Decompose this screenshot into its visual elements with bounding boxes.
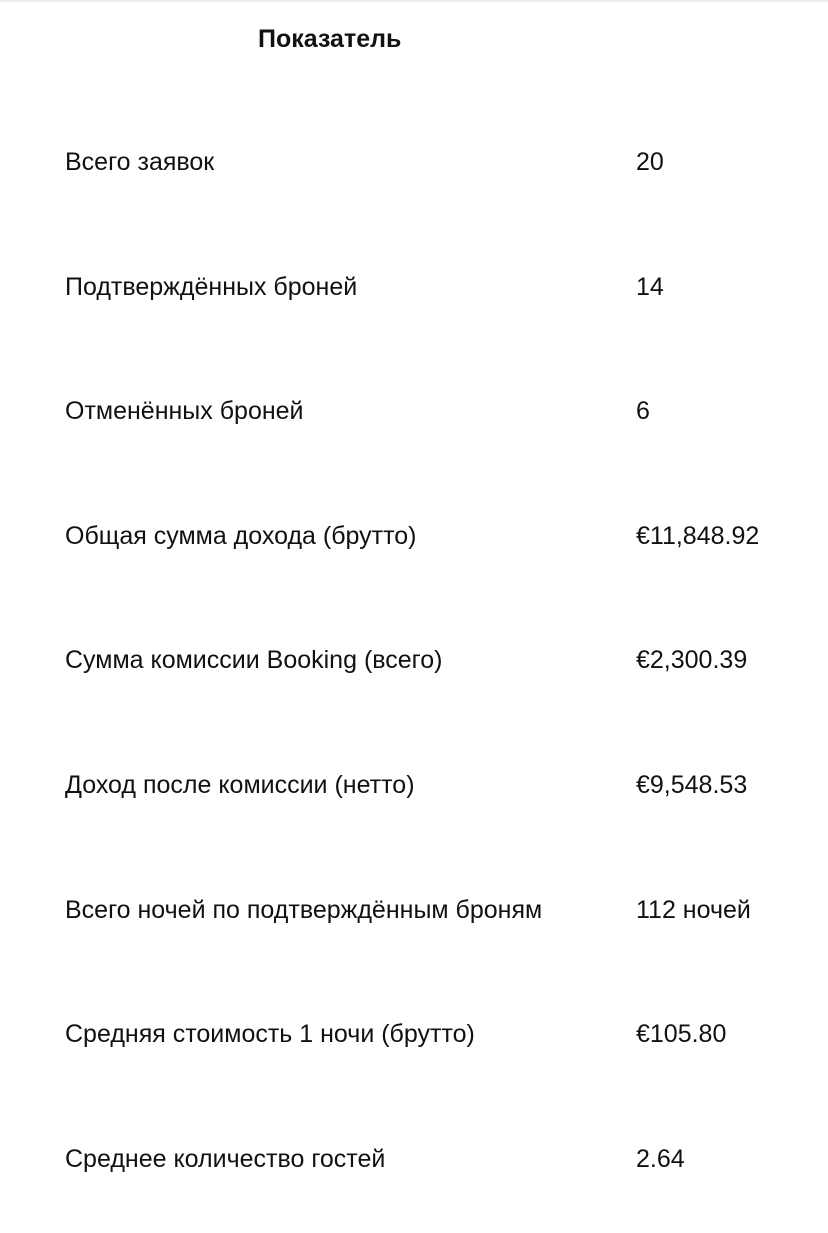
table-row <box>0 972 828 1097</box>
row-label: Отменённых броней <box>65 397 304 426</box>
row-value: €105.80 <box>636 1020 727 1049</box>
table-row <box>0 1097 828 1222</box>
row-value: 2.64 <box>636 1144 685 1173</box>
table-row <box>0 349 828 474</box>
table-row <box>0 474 828 599</box>
table-row <box>0 723 828 848</box>
row-label: Всего заявок <box>65 148 215 176</box>
row-label: Доход после комиссии (нетто) <box>65 770 415 799</box>
row-label: Средняя стоимость 1 ночи (брутто) <box>65 1020 475 1049</box>
row-value: 14 <box>636 272 664 301</box>
row-label: Общая сумма дохода (брутто) <box>65 521 417 550</box>
row-value: €11,848.92 <box>636 521 760 550</box>
table-row <box>0 225 828 350</box>
row-label: Среднее количество гостей <box>65 1144 386 1173</box>
column-header: Показатель <box>258 25 402 53</box>
table-row <box>0 848 828 973</box>
row-value: €2,300.39 <box>636 646 748 675</box>
row-value: 20 <box>636 148 664 176</box>
stats-table <box>0 100 828 1221</box>
row-value: 112 ночей <box>636 895 751 924</box>
row-value: €9,548.53 <box>636 770 748 799</box>
table-row <box>0 598 828 723</box>
row-label: Подтверждённых броней <box>65 272 358 301</box>
top-divider <box>0 0 828 2</box>
row-label: Сумма комиссии Booking (всего) <box>65 646 443 675</box>
row-label: Всего ночей по подтверждённым броням <box>65 895 543 924</box>
row-value: 6 <box>636 397 650 426</box>
table-row <box>0 100 828 225</box>
